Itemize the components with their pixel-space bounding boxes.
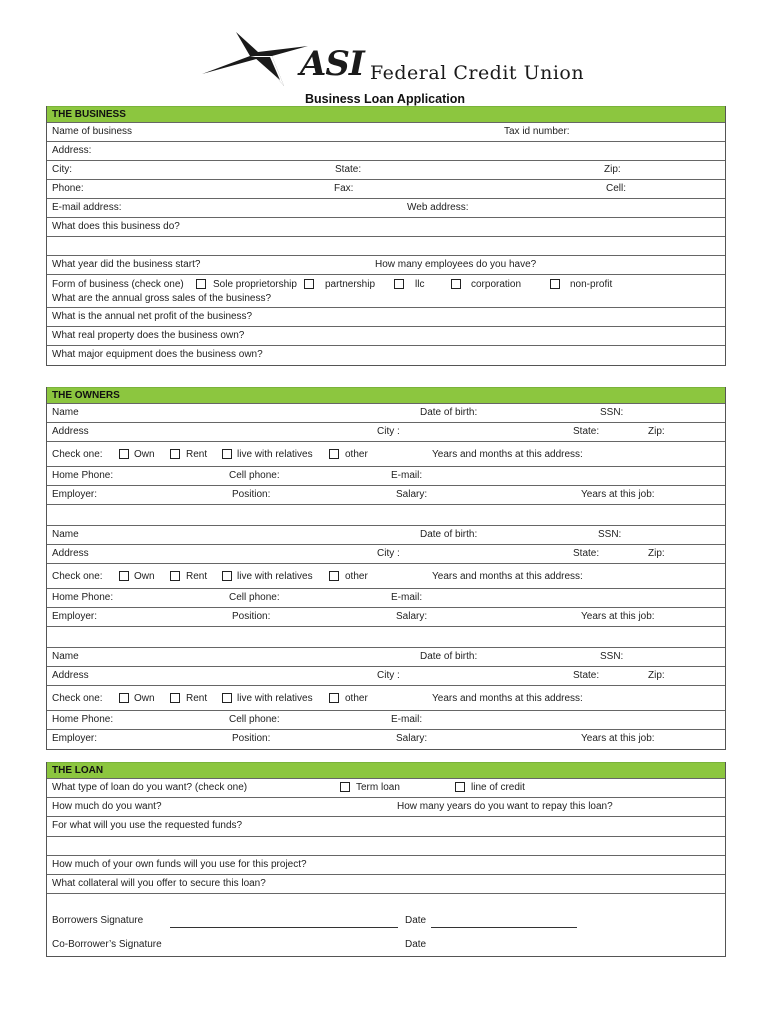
- owner-state-label: State:: [573, 548, 600, 559]
- business-heading: THE BUSINESS: [47, 106, 725, 122]
- own-checkbox[interactable]: [119, 449, 129, 459]
- term-loan-label: Term loan: [356, 782, 400, 793]
- owner-years-job-label: Years at this job:: [581, 611, 655, 622]
- owner-ssn-label: SSN:: [600, 651, 624, 662]
- business-name-label: Name of business: [52, 126, 133, 137]
- own-label: Own: [134, 449, 155, 460]
- equipment-label: What major equipment does the business own?: [52, 349, 263, 360]
- logo-text: ASI: [300, 44, 364, 84]
- owner-email-label: E-mail:: [391, 714, 423, 725]
- own-funds-label: How much of your own funds will you use for this project?: [52, 859, 307, 870]
- logo: [198, 28, 585, 90]
- owner-zip-label: Zip:: [648, 670, 665, 681]
- relatives-label: live with relatives: [237, 693, 313, 704]
- owner-name-label: Name: [52, 529, 79, 540]
- how-much-row[interactable]: [47, 797, 725, 816]
- loan-section: [46, 762, 726, 957]
- owner-zip-label: Zip:: [648, 548, 665, 559]
- partnership-checkbox[interactable]: [304, 279, 314, 289]
- non-profit-label: non-profit: [570, 279, 613, 290]
- llc-checkbox[interactable]: [394, 279, 404, 289]
- owner-position-label: Position:: [232, 733, 271, 744]
- owner-home-phone-label: Home Phone:: [52, 592, 114, 603]
- owner-check-row: [47, 563, 725, 588]
- owner-check-label: Check one:: [52, 571, 103, 582]
- how-much-label: How much do you want?: [52, 801, 162, 812]
- owner-state-label: State:: [573, 426, 600, 437]
- business-address-label: Address:: [52, 145, 92, 156]
- business-email-label: E-mail address:: [52, 202, 122, 213]
- owners-section: [46, 387, 726, 750]
- owner-phone-row[interactable]: [47, 466, 725, 485]
- own-label: Own: [134, 693, 155, 704]
- repay-years-label: How many years do you want to repay this loan?: [397, 801, 613, 812]
- owner-address-row[interactable]: [47, 544, 725, 563]
- owner-dob-label: Date of birth:: [420, 529, 478, 540]
- owner-employer-label: Employer:: [52, 733, 98, 744]
- sole-proprietorship-checkbox[interactable]: [196, 279, 206, 289]
- logo-bird-icon: [198, 28, 308, 90]
- relatives-label: live with relatives: [237, 449, 313, 460]
- business-city-label: City:: [52, 164, 72, 175]
- other-checkbox[interactable]: [329, 693, 339, 703]
- owner-zip-label: Zip:: [648, 426, 665, 437]
- year-started-label: What year did the business start?: [52, 259, 201, 270]
- other-checkbox[interactable]: [329, 449, 339, 459]
- coborrower-date-label: Date: [405, 939, 427, 950]
- owner-dob-label: Date of birth:: [420, 407, 478, 418]
- owner-email-label: E-mail:: [391, 470, 423, 481]
- what-does-row[interactable]: [47, 217, 725, 236]
- owner-name-label: Name: [52, 651, 79, 662]
- business-city-row[interactable]: [47, 160, 725, 179]
- business-email-row[interactable]: [47, 198, 725, 217]
- owner-address-label: Address: [52, 426, 89, 437]
- borrower-signature-line[interactable]: [170, 927, 398, 928]
- other-label: other: [345, 449, 368, 460]
- rent-label: Rent: [186, 449, 208, 460]
- purpose-label: For what will you use the requested funds?: [52, 820, 243, 831]
- business-form-row: [47, 274, 725, 291]
- owner-salary-label: Salary:: [396, 489, 428, 500]
- what-does-blank-row[interactable]: [47, 236, 725, 255]
- page-title: Business Loan Application: [305, 92, 465, 106]
- owner-check-label: Check one:: [52, 693, 103, 704]
- loan-heading: THE LOAN: [47, 762, 725, 778]
- what-does-label: What does this business do?: [52, 221, 180, 232]
- business-fax-label: Fax:: [334, 183, 354, 194]
- owner-name-label: Name: [52, 407, 79, 418]
- business-zip-label: Zip:: [604, 164, 621, 175]
- business-address-row[interactable]: [47, 141, 725, 160]
- term-loan-checkbox[interactable]: [340, 782, 350, 792]
- collateral-row[interactable]: [47, 874, 725, 893]
- signature-block: [47, 893, 725, 957]
- owner-name-row[interactable]: [47, 647, 725, 666]
- other-checkbox[interactable]: [329, 571, 339, 581]
- owner-years-job-label: Years at this job:: [581, 733, 655, 744]
- rent-checkbox[interactable]: [170, 571, 180, 581]
- relatives-checkbox[interactable]: [222, 449, 232, 459]
- owner-position-label: Position:: [232, 489, 271, 500]
- owner-email-label: E-mail:: [391, 592, 423, 603]
- owner-cell-phone-label: Cell phone:: [229, 470, 280, 481]
- other-label: other: [345, 571, 368, 582]
- llc-label: llc: [415, 279, 425, 290]
- real-property-row[interactable]: [47, 326, 725, 345]
- owner-blank-row[interactable]: [47, 626, 725, 647]
- owner-address-label: Address: [52, 548, 89, 559]
- other-label: other: [345, 693, 368, 704]
- owner-years-address-label: Years and months at this address:: [432, 693, 583, 704]
- business-phone-label: Phone:: [52, 183, 84, 194]
- business-form-label: Form of business (check one): [52, 279, 184, 290]
- real-property-label: What real property does the business own?: [52, 330, 245, 341]
- business-phone-row[interactable]: [47, 179, 725, 198]
- partnership-label: partnership: [325, 279, 376, 290]
- own-funds-row[interactable]: [47, 855, 725, 874]
- owner-home-phone-label: Home Phone:: [52, 470, 114, 481]
- own-label: Own: [134, 571, 155, 582]
- owner-check-row: [47, 441, 725, 466]
- corporation-checkbox[interactable]: [451, 279, 461, 289]
- business-name-row[interactable]: [47, 122, 725, 141]
- owner-check-label: Check one:: [52, 449, 103, 460]
- owner-blank-row[interactable]: [47, 504, 725, 525]
- owner-salary-label: Salary:: [396, 611, 428, 622]
- relatives-checkbox[interactable]: [222, 571, 232, 581]
- borrower-date-line[interactable]: [431, 927, 577, 928]
- tax-id-label: Tax id number:: [504, 126, 570, 137]
- rent-label: Rent: [186, 571, 208, 582]
- owner-address-row[interactable]: [47, 422, 725, 441]
- owner-city-label: City :: [377, 426, 400, 437]
- business-cell-label: Cell:: [606, 183, 627, 194]
- owner-years-address-label: Years and months at this address:: [432, 571, 583, 582]
- owner-years-address-label: Years and months at this address:: [432, 449, 583, 460]
- equipment-row[interactable]: [47, 345, 725, 365]
- business-state-label: State:: [335, 164, 362, 175]
- net-profit-label: What is the annual net profit of the business?: [52, 311, 253, 322]
- owner-city-label: City :: [377, 670, 400, 681]
- owner-cell-phone-label: Cell phone:: [229, 714, 280, 725]
- owner-city-label: City :: [377, 548, 400, 559]
- owner-check-row: [47, 685, 725, 710]
- owner-cell-phone-label: Cell phone:: [229, 592, 280, 603]
- owner-employer-label: Employer:: [52, 611, 98, 622]
- loan-type-label: What type of loan do you want? (check one): [52, 782, 248, 793]
- business-section: [46, 106, 726, 366]
- owner-employer-row[interactable]: [47, 729, 725, 749]
- collateral-label: What collateral will you offer to secure this loan?: [52, 878, 266, 889]
- owner-home-phone-label: Home Phone:: [52, 714, 114, 725]
- owner-years-job-label: Years at this job:: [581, 489, 655, 500]
- loan-type-row: [47, 778, 725, 797]
- org-name: Federal Credit Union: [370, 62, 585, 84]
- year-started-row[interactable]: [47, 255, 725, 274]
- line-of-credit-checkbox[interactable]: [455, 782, 465, 792]
- coborrower-signature-label: Co-Borrower’s Signature: [52, 939, 162, 950]
- relatives-label: live with relatives: [237, 571, 313, 582]
- purpose-blank-row[interactable]: [47, 836, 725, 855]
- owner-employer-label: Employer:: [52, 489, 98, 500]
- owners-heading: THE OWNERS: [47, 387, 725, 403]
- owner-ssn-label: SSN:: [598, 529, 622, 540]
- net-profit-row[interactable]: [47, 307, 725, 326]
- own-checkbox[interactable]: [119, 571, 129, 581]
- own-checkbox[interactable]: [119, 693, 129, 703]
- owner-name-row[interactable]: [47, 403, 725, 422]
- business-web-label: Web address:: [407, 202, 469, 213]
- owner-employer-row[interactable]: [47, 485, 725, 504]
- purpose-row[interactable]: [47, 816, 725, 836]
- owner-phone-row[interactable]: [47, 710, 725, 729]
- gross-sales-label: What are the annual gross sales of the business?: [52, 293, 272, 304]
- borrower-date-label: Date: [405, 915, 427, 926]
- owner-dob-label: Date of birth:: [420, 651, 478, 662]
- owner-state-label: State:: [573, 670, 600, 681]
- borrower-signature-label: Borrowers Signature: [52, 915, 144, 926]
- relatives-checkbox[interactable]: [222, 693, 232, 703]
- corporation-label: corporation: [471, 279, 522, 290]
- non-profit-checkbox[interactable]: [550, 279, 560, 289]
- line-of-credit-label: line of credit: [471, 782, 525, 793]
- owner-salary-label: Salary:: [396, 733, 428, 744]
- owner-position-label: Position:: [232, 611, 271, 622]
- owner-name-row[interactable]: [47, 525, 725, 544]
- rent-checkbox[interactable]: [170, 449, 180, 459]
- owner-employer-row[interactable]: [47, 607, 725, 626]
- sole-proprietorship-label: Sole proprietorship: [213, 279, 297, 290]
- employees-label: How many employees do you have?: [375, 259, 537, 270]
- gross-sales-row[interactable]: [47, 291, 725, 307]
- owner-phone-row[interactable]: [47, 588, 725, 607]
- owner-address-row[interactable]: [47, 666, 725, 685]
- owner-address-label: Address: [52, 670, 89, 681]
- rent-label: Rent: [186, 693, 208, 704]
- owner-ssn-label: SSN:: [600, 407, 624, 418]
- rent-checkbox[interactable]: [170, 693, 180, 703]
